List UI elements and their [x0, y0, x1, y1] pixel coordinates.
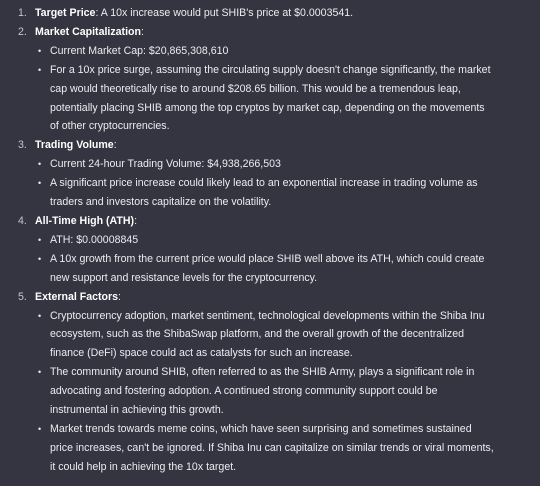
bullet-icon: • [38, 234, 42, 245]
bullet-icon: • [38, 159, 42, 170]
item-title: Trading Volume [35, 139, 114, 152]
bullet-item: • A 10x growth from the current price would place SHIB well above its ATH, which could create new support and resistance levels for the cryptocurrency. [35, 250, 528, 288]
list-number: 4. [18, 214, 27, 227]
item-title: External Factors [35, 290, 119, 303]
item-text: A 10x increase would put SHIB's price at $0.0003541. [100, 7, 354, 19]
bullet-icon: • [38, 310, 42, 321]
bullet-item: • Current Market Cap: $20,865,308,610 [35, 42, 528, 61]
bullet-icon: • [38, 64, 42, 75]
item-title: Market Capitalization [35, 25, 141, 38]
list-item: 5. External Factors: • Cryptocurrency adoption, market sentiment, technological developments within the Shiba Inu ecosystem, such as the ShibaSwap platform, and the overall growth of the decentralized finance (DeFi) space could act as catalysts for such an increase. • The community around SHIB, often referred to as the SHIB Army, plays a significant role in advocating and fostering adoption. A continued strong community support could be instrumental in achieving this growth. • Market trends towards meme coins, which have seen surprising and sometimes sustained price increases, can't be ignored. If Shiba Inu can capitalize on similar trends or viral moments, it could help in achieving the 10x target. [18, 288, 528, 477]
list-number: 3. [18, 139, 27, 152]
item-title: All-Time High (ATH) [35, 214, 135, 227]
bullet-icon: • [38, 45, 42, 56]
bullet-icon: • [38, 178, 42, 189]
bullet-item: • Current 24-hour Trading Volume: $4,938,266,503 [35, 155, 528, 174]
list-number: 5. [18, 290, 27, 303]
bullet-list [35, 231, 528, 288]
list-number: 2. [18, 25, 27, 38]
bullet-list [35, 307, 528, 477]
list-item: 2. Market Capitalization: • Current Market Cap: $20,865,308,610 • For a 10x price surge, assuming the circulating supply doesn't change significantly, the market cap would theoretically rise to around $208.65 billion. This would be a tremendous leap, potentially placing SHIB among the top cryptos by market cap, depending on the movements of other cryptocurrencies. [18, 23, 528, 136]
bullet-item: • Cryptocurrency adoption, market sentiment, technological developments within the Shiba Inu ecosystem, such as the ShibaSwap platform, and the overall growth of the decentralized finance (DeFi) space could act as catalysts for such an increase. [35, 307, 528, 364]
bullet-list [35, 155, 528, 212]
bullet-item: • ATH: $0.00008845 [35, 231, 528, 250]
numbered-list [18, 4, 528, 477]
bullet-item: • The community around SHIB, often referred to as the SHIB Army, plays a significant role in advocating and fostering adoption. A continued strong community support could be instrumental in achieving this growth. [35, 363, 528, 420]
list-number: 1. [18, 7, 27, 19]
bullet-icon: • [38, 367, 42, 378]
list-item: 4. All-Time High (ATH): • ATH: $0.00008845 • A 10x growth from the current price would place SHIB well above its ATH, which could create new support and resistance levels for the cryptocurrency. [18, 212, 528, 288]
list-item: 1. Target Price: A 10x increase would put SHIB's price at $0.0003541. [18, 4, 528, 23]
bullet-icon: • [38, 253, 42, 264]
item-title: Target Price [35, 7, 96, 19]
bullet-item: • A significant price increase could likely lead to an exponential increase in trading volume as traders and investors capitalize on the volatility. [35, 174, 528, 212]
list-item: 3. Trading Volume: • Current 24-hour Trading Volume: $4,938,266,503 • A significant price increase could likely lead to an exponential increase in trading volume as traders and investors capitalize on the volatility. [18, 136, 528, 212]
bullet-item: • For a 10x price surge, assuming the circulating supply doesn't change significantly, the market cap would theoretically rise to around $208.65 billion. This would be a tremendous leap, potentially placing SHIB among the top cryptos by market cap, depending on the movements of other cryptocurrencies. [35, 61, 528, 137]
bullet-item: • Market trends towards meme coins, which have seen surprising and sometimes sustained price increases, can't be ignored. If Shiba Inu can capitalize on similar trends or viral moments, it could help in achieving the 10x target. [35, 420, 528, 477]
bullet-icon: • [38, 423, 42, 434]
bullet-list [35, 42, 528, 137]
